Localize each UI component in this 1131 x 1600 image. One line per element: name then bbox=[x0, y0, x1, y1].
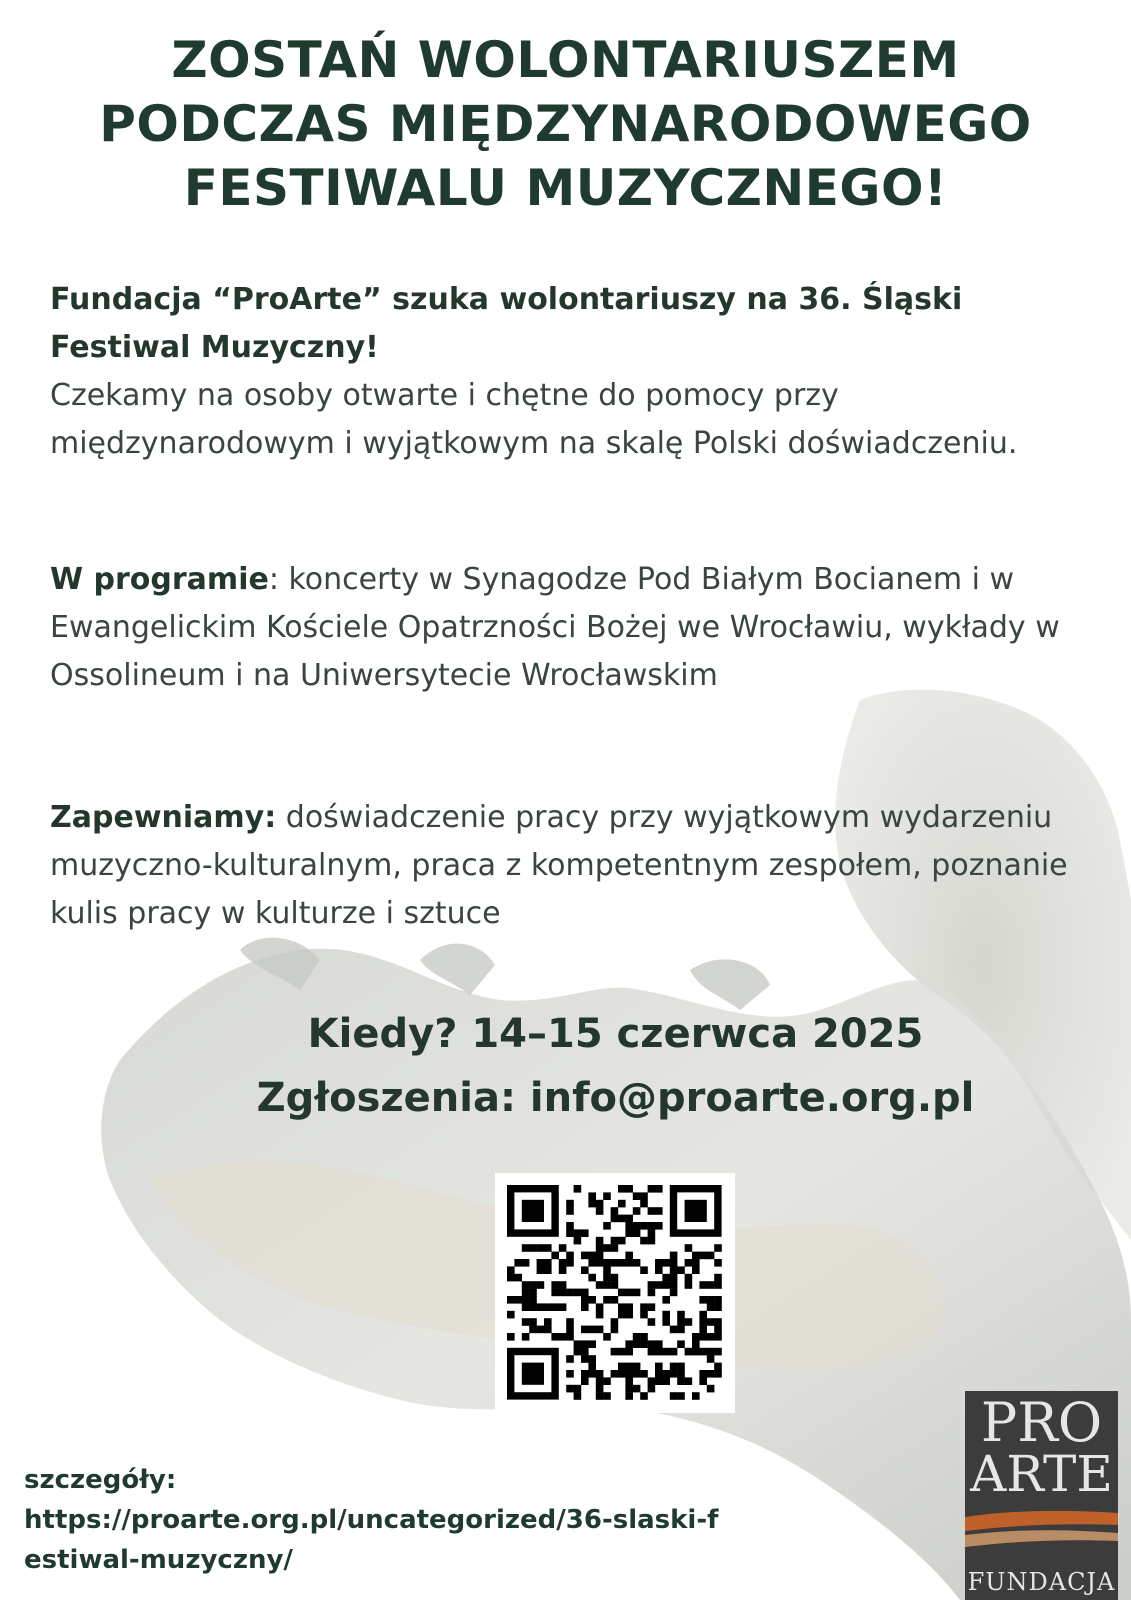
offer-label: Zapewniamy: bbox=[50, 800, 277, 835]
intro-paragraph bbox=[50, 276, 1090, 468]
logo-line-arte: ARTE bbox=[970, 1445, 1113, 1503]
proarte-logo bbox=[965, 1391, 1118, 1600]
program-text: : koncerty w Synagodze Pod Białym Bocianem i w Ewangelickim Kościele Opatrzności Bożej we Wrocławiu, wykłady w Ossolineum i na Uniwersytecie Wrocławskim bbox=[50, 562, 1060, 693]
qr-code-icon bbox=[495, 1173, 735, 1413]
offer-paragraph bbox=[50, 794, 1090, 938]
event-date: Kiedy? 14–15 czerwca 2025 bbox=[307, 1011, 924, 1057]
logo-line-fundacja: FUNDACJA bbox=[967, 1568, 1116, 1596]
details-label: szczegóły: bbox=[24, 1465, 177, 1495]
headline-line-1: ZOSTAŃ WOLONTARIUSZEM bbox=[171, 31, 960, 89]
program-label: W programie bbox=[50, 562, 269, 597]
event-applications[interactable]: Zgłoszenia: info@proarte.org.pl bbox=[256, 1075, 975, 1121]
headline-line-2: PODCZAS MIĘDZYNARODOWEGO bbox=[99, 95, 1032, 153]
details-link[interactable]: https://proarte.org.pl/uncategorized/36-slaski-festiwal-muzyczny/ bbox=[24, 1505, 719, 1575]
logo-brush-stripe-icon bbox=[965, 1503, 1118, 1561]
intro-lead: Fundacja “ProArte” szuka wolontariuszy na 36. Śląski Festiwal Muzyczny! bbox=[50, 282, 963, 365]
qr-code[interactable] bbox=[495, 1173, 735, 1413]
intro-text: Czekamy na osoby otwarte i chętne do pomocy przy międzynarodowym i wyjątkowym na skalę Polski doświadczeniu. bbox=[50, 378, 1018, 461]
program-paragraph bbox=[50, 556, 1090, 700]
offer-text: doświadczenie pracy przy wyjątkowym wydarzeniu muzyczno-kulturalnym, praca z kompetentnym zespołem, poznanie kulis pracy w kulturze i sztuce bbox=[50, 800, 1068, 931]
logo-line-pro: PRO bbox=[980, 1391, 1103, 1454]
details-section bbox=[24, 1460, 724, 1580]
headline-line-3: FESTIWALU MUZYCZNEGO! bbox=[183, 159, 948, 217]
headline bbox=[0, 28, 1131, 220]
